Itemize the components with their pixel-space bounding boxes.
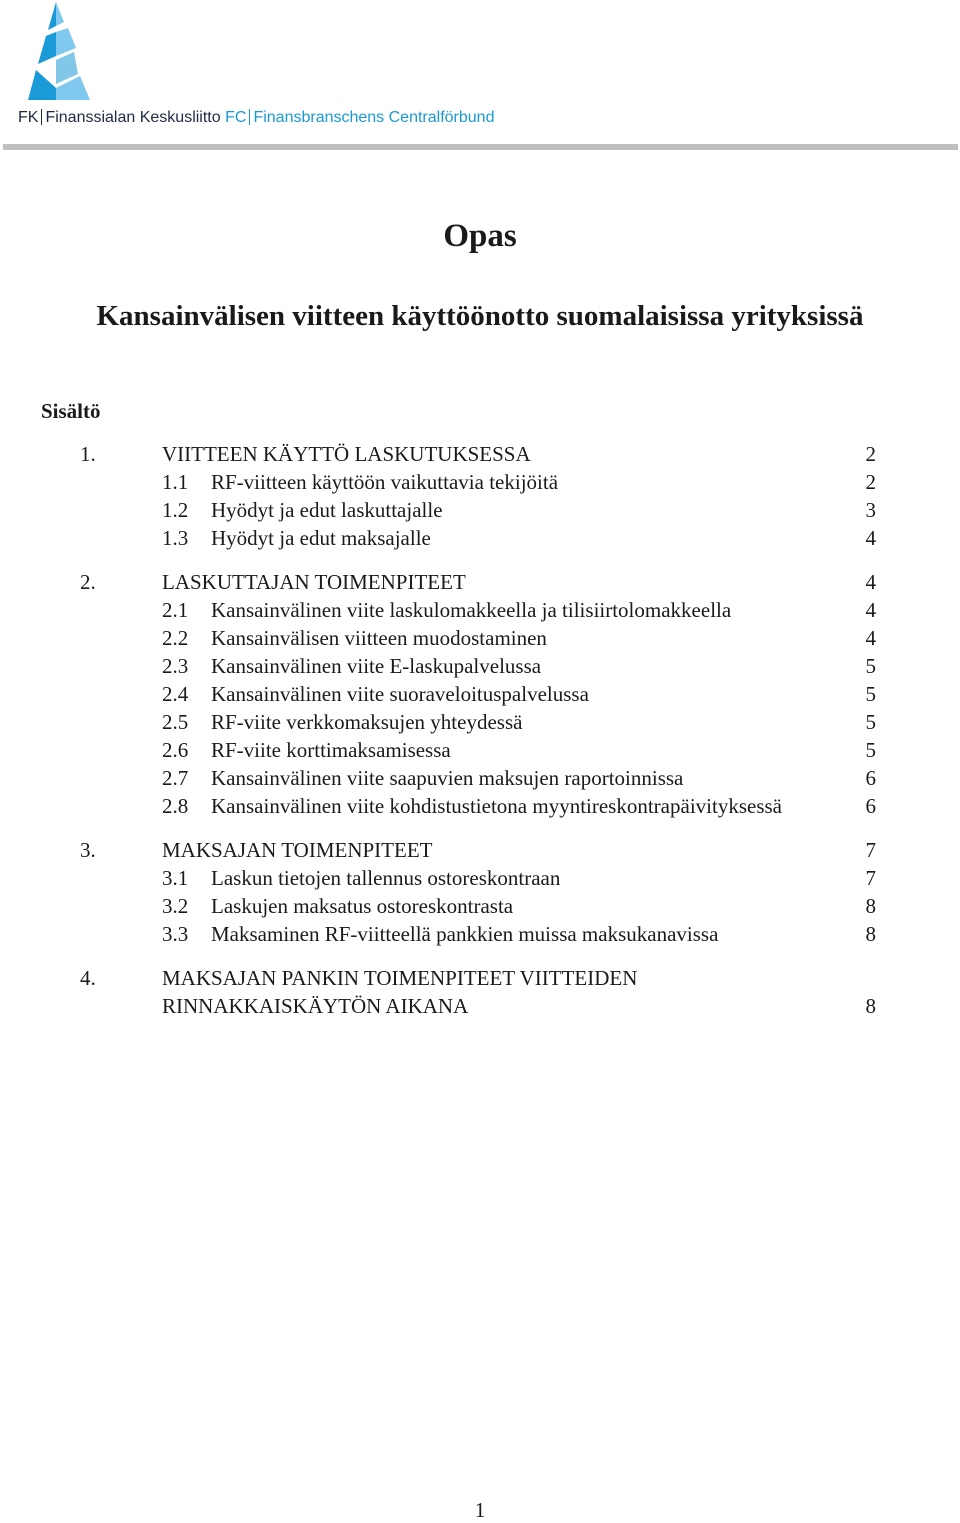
document-title: Kansainvälisen viitteen käyttöönotto suomalaisissa yrityksissä: [96, 300, 864, 332]
toc-entry-label: RF-viite verkkomaksujen yhteydessä: [211, 710, 523, 734]
toc-entry-number: 2.6: [162, 738, 189, 762]
toc-entry-label: LASKUTTAJAN TOIMENPITEET: [162, 570, 466, 594]
toc-entry-page: 8: [865, 994, 876, 1018]
toc-entry-page: 3: [865, 498, 876, 522]
toc-entry-label: RF-viitteen käyttöön vaikuttavia tekijöitä: [211, 470, 559, 494]
toc-entry[interactable]: [0, 568, 960, 596]
toc-entry-page: 5: [865, 738, 876, 762]
toc-entry-number: 2.2: [162, 626, 189, 650]
toc-entry[interactable]: [0, 792, 960, 820]
header-divider: [3, 144, 958, 150]
toc-entry-number: 2.1: [162, 598, 189, 622]
fk-logo-mark: [18, 2, 94, 102]
toc-entry-number: 2.3: [162, 654, 189, 678]
toc-entry-number: 2.8: [162, 794, 189, 818]
toc-entry-label: Maksaminen RF-viitteellä pankkien muissa maksukanavissa: [211, 922, 719, 946]
toc-entry-page: 6: [865, 766, 876, 790]
wordmark-divider: [249, 109, 250, 125]
toc-entry-page: 5: [865, 710, 876, 734]
toc-entry-label: MAKSAJAN PANKIN TOIMENPITEET VIITTEIDEN: [162, 966, 638, 990]
toc-entry-number: 4.: [80, 966, 96, 990]
toc-entry[interactable]: [0, 920, 960, 948]
toc-entry-number: 2.7: [162, 766, 189, 790]
toc-entry[interactable]: [0, 468, 960, 496]
toc-entry-page: 2: [865, 470, 876, 494]
toc-heading: Sisältö: [41, 399, 101, 423]
toc-entry-page: 6: [865, 794, 876, 818]
toc-entry-page: 7: [865, 838, 876, 862]
toc-entry-label: Hyödyt ja edut laskuttajalle: [211, 498, 443, 522]
toc-entry[interactable]: [0, 736, 960, 764]
toc-entry-number: 3.1: [162, 866, 189, 890]
toc-entry-page: 4: [865, 626, 876, 650]
toc-entry-continuation[interactable]: [0, 992, 960, 1020]
toc-entry-page: 7: [865, 866, 876, 890]
toc-entry-label: Kansainvälinen viite kohdistustietona myyntireskontrapäivityksessä: [211, 794, 782, 818]
toc-entry-number: 1.2: [162, 498, 189, 522]
toc-entry-number: 2.5: [162, 710, 189, 734]
toc-entry[interactable]: [0, 764, 960, 792]
toc-entry-page: 5: [865, 682, 876, 706]
toc-entry-label: Kansainvälinen viite suoraveloituspalvelussa: [211, 682, 589, 706]
toc-entry-page: 5: [865, 654, 876, 678]
toc-entry-page: 4: [865, 570, 876, 594]
toc-entry-label: Kansainvälisen viitteen muodostaminen: [211, 626, 547, 650]
toc-entry-number: 3.2: [162, 894, 189, 918]
toc-entry-label: MAKSAJAN TOIMENPITEET: [162, 838, 433, 862]
toc-entry[interactable]: [0, 964, 960, 992]
toc-entry-number: 3.: [80, 838, 96, 862]
toc-entry-label: VIITTEEN KÄYTTÖ LASKUTUKSESSA: [162, 442, 531, 466]
toc-entry-number: 2.4: [162, 682, 189, 706]
toc-entry[interactable]: [0, 836, 960, 864]
toc-entry-label: Kansainvälinen viite saapuvien maksujen raportoinnissa: [211, 766, 684, 790]
toc-entry[interactable]: [0, 892, 960, 920]
fk-name: Finanssialan Keskusliitto: [45, 109, 221, 126]
toc-entry[interactable]: [0, 708, 960, 736]
toc-entry-page: 4: [865, 526, 876, 550]
toc-entry-page: 4: [865, 598, 876, 622]
toc-entry-number: 2.: [80, 570, 96, 594]
toc-entry-label: Laskun tietojen tallennus ostoreskontraan: [211, 866, 561, 890]
toc-entry[interactable]: [0, 680, 960, 708]
toc-entry-label: RF-viite korttimaksamisessa: [211, 738, 451, 762]
toc-entry[interactable]: [0, 524, 960, 552]
fc-name: Finansbranschens Centralförbund: [253, 109, 495, 126]
toc-entry[interactable]: [0, 652, 960, 680]
document-type: Opas: [443, 218, 517, 254]
wordmark-divider: [41, 109, 42, 125]
toc-entry-label: Hyödyt ja edut maksajalle: [211, 526, 431, 550]
toc-entry[interactable]: [0, 596, 960, 624]
toc-entry-number: 1.: [80, 442, 96, 466]
toc-entry-page: 2: [865, 442, 876, 466]
page-number: 1: [474, 1498, 486, 1522]
toc-entry[interactable]: [0, 440, 960, 468]
toc-entry-number: 3.3: [162, 922, 189, 946]
toc-entry-page: 8: [865, 922, 876, 946]
toc-entry[interactable]: [0, 864, 960, 892]
organization-wordmark: [18, 108, 494, 128]
toc-entry-label: Kansainvälinen viite laskulomakkeella ja tilisiirtolomakkeella: [211, 598, 732, 622]
fc-abbreviation: FC: [225, 109, 247, 126]
toc-entry-page: 8: [865, 894, 876, 918]
toc-entry-label: Kansainvälinen viite E-laskupalvelussa: [211, 654, 542, 678]
toc-entry[interactable]: [0, 496, 960, 524]
toc-entry[interactable]: [0, 624, 960, 652]
toc-entry-label: RINNAKKAISKÄYTÖN AIKANA: [162, 994, 469, 1018]
fk-abbreviation: FK: [18, 109, 39, 126]
toc-entry-number: 1.3: [162, 526, 189, 550]
toc-entry-label: Laskujen maksatus ostoreskontrasta: [211, 894, 514, 918]
toc-entry-number: 1.1: [162, 470, 189, 494]
